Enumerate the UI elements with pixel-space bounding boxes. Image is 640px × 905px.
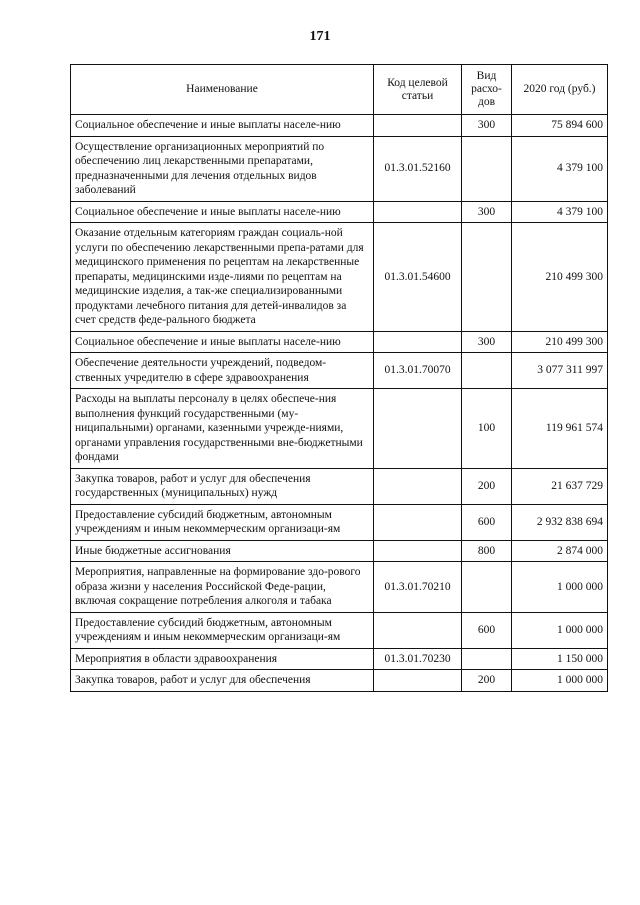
table-row [71,353,608,389]
row-name: Закупка товаров, работ и услуг для обеспечения [71,670,374,692]
row-amount: 75 894 600 [512,115,608,137]
table-row [71,331,608,353]
row-name: Осуществление организационных мероприятий по обеспечению лиц лекарственными препаратами, предназначенными для лечения отдельных видов заболеваний [71,136,374,201]
row-amount: 1 150 000 [512,648,608,670]
table-row [71,504,608,540]
table-row [71,562,608,613]
row-name: Социальное обеспечение и иные выплаты населе-нию [71,115,374,137]
table-row [71,136,608,201]
row-type: 100 [462,389,512,469]
page-number: 171 [309,29,331,44]
row-type [462,562,512,613]
row-code [374,540,462,562]
header-code: Код целевой статьи [374,65,462,115]
table-row [71,612,608,648]
header-amount: 2020 год (руб.) [512,65,608,115]
row-type: 300 [462,201,512,223]
row-name: Предоставление субсидий бюджетным, автономным учреждениям и иным некоммерческим организаци-ям [71,612,374,648]
row-type: 300 [462,115,512,137]
row-code [374,389,462,469]
row-amount: 1 000 000 [512,670,608,692]
row-name: Социальное обеспечение и иные выплаты населе-нию [71,201,374,223]
row-code [374,115,462,137]
row-code: 01.3.01.70210 [374,562,462,613]
row-code: 01.3.01.70230 [374,648,462,670]
header-name: Наименование [71,65,374,115]
row-type: 300 [462,331,512,353]
table-header-row [71,65,608,115]
header-type: Вид расхо-дов [462,65,512,115]
table-row [71,389,608,469]
table-row [71,540,608,562]
row-code [374,331,462,353]
row-code [374,612,462,648]
row-amount: 1 000 000 [512,562,608,613]
row-amount: 21 637 729 [512,468,608,504]
row-code: 01.3.01.70070 [374,353,462,389]
row-name: Мероприятия, направленные на формирование здо-рового образа жизни у населения Российской Феде-рации, включая сокращение потребления алкоголя и табака [71,562,374,613]
row-name: Предоставление субсидий бюджетным, автономным учреждениям и иным некоммерческим организаци-ям [71,504,374,540]
row-type: 200 [462,670,512,692]
row-amount: 2 932 838 694 [512,504,608,540]
row-name: Социальное обеспечение и иные выплаты населе-нию [71,331,374,353]
row-type: 600 [462,612,512,648]
table-row [71,223,608,332]
row-type [462,223,512,332]
row-code [374,468,462,504]
row-amount: 4 379 100 [512,201,608,223]
row-code: 01.3.01.52160 [374,136,462,201]
row-type [462,648,512,670]
row-type [462,353,512,389]
row-type [462,136,512,201]
row-code: 01.3.01.54600 [374,223,462,332]
row-name: Оказание отдельным категориям граждан социаль-ной услуги по обеспечению лекарственными препа-ратами для медицинского применения по рецептам на лекарственные препараты, медицинскими изде-лиями по рецептам на медицинские изделия, а так-же специализированными продуктами лечебного питания для детей-инвалидов за счет средств феде-рального бюджета [71,223,374,332]
row-name: Мероприятия в области здравоохранения [71,648,374,670]
row-type: 800 [462,540,512,562]
row-code [374,201,462,223]
row-type: 600 [462,504,512,540]
row-name: Иные бюджетные ассигнования [71,540,374,562]
row-name: Закупка товаров, работ и услуг для обеспечения государственных (муниципальных) нужд [71,468,374,504]
row-amount: 119 961 574 [512,389,608,469]
table-row [71,115,608,137]
table-row [71,670,608,692]
table-row [71,201,608,223]
row-type: 200 [462,468,512,504]
row-amount: 210 499 300 [512,223,608,332]
row-code [374,504,462,540]
row-amount: 4 379 100 [512,136,608,201]
row-amount: 2 874 000 [512,540,608,562]
row-amount: 3 077 311 997 [512,353,608,389]
row-name: Расходы на выплаты персоналу в целях обеспече-ния выполнения функций государственными (му-ниципальными) органами, казенными учрежде-ниями, органами управления государственными вне-бюджетными фондами [71,389,374,469]
table-row [71,648,608,670]
table-row [71,468,608,504]
budget-table [70,64,608,692]
row-amount: 210 499 300 [512,331,608,353]
row-amount: 1 000 000 [512,612,608,648]
row-name: Обеспечение деятельности учреждений, подведом-ственных учредителю в сфере здравоохранения [71,353,374,389]
row-code [374,670,462,692]
